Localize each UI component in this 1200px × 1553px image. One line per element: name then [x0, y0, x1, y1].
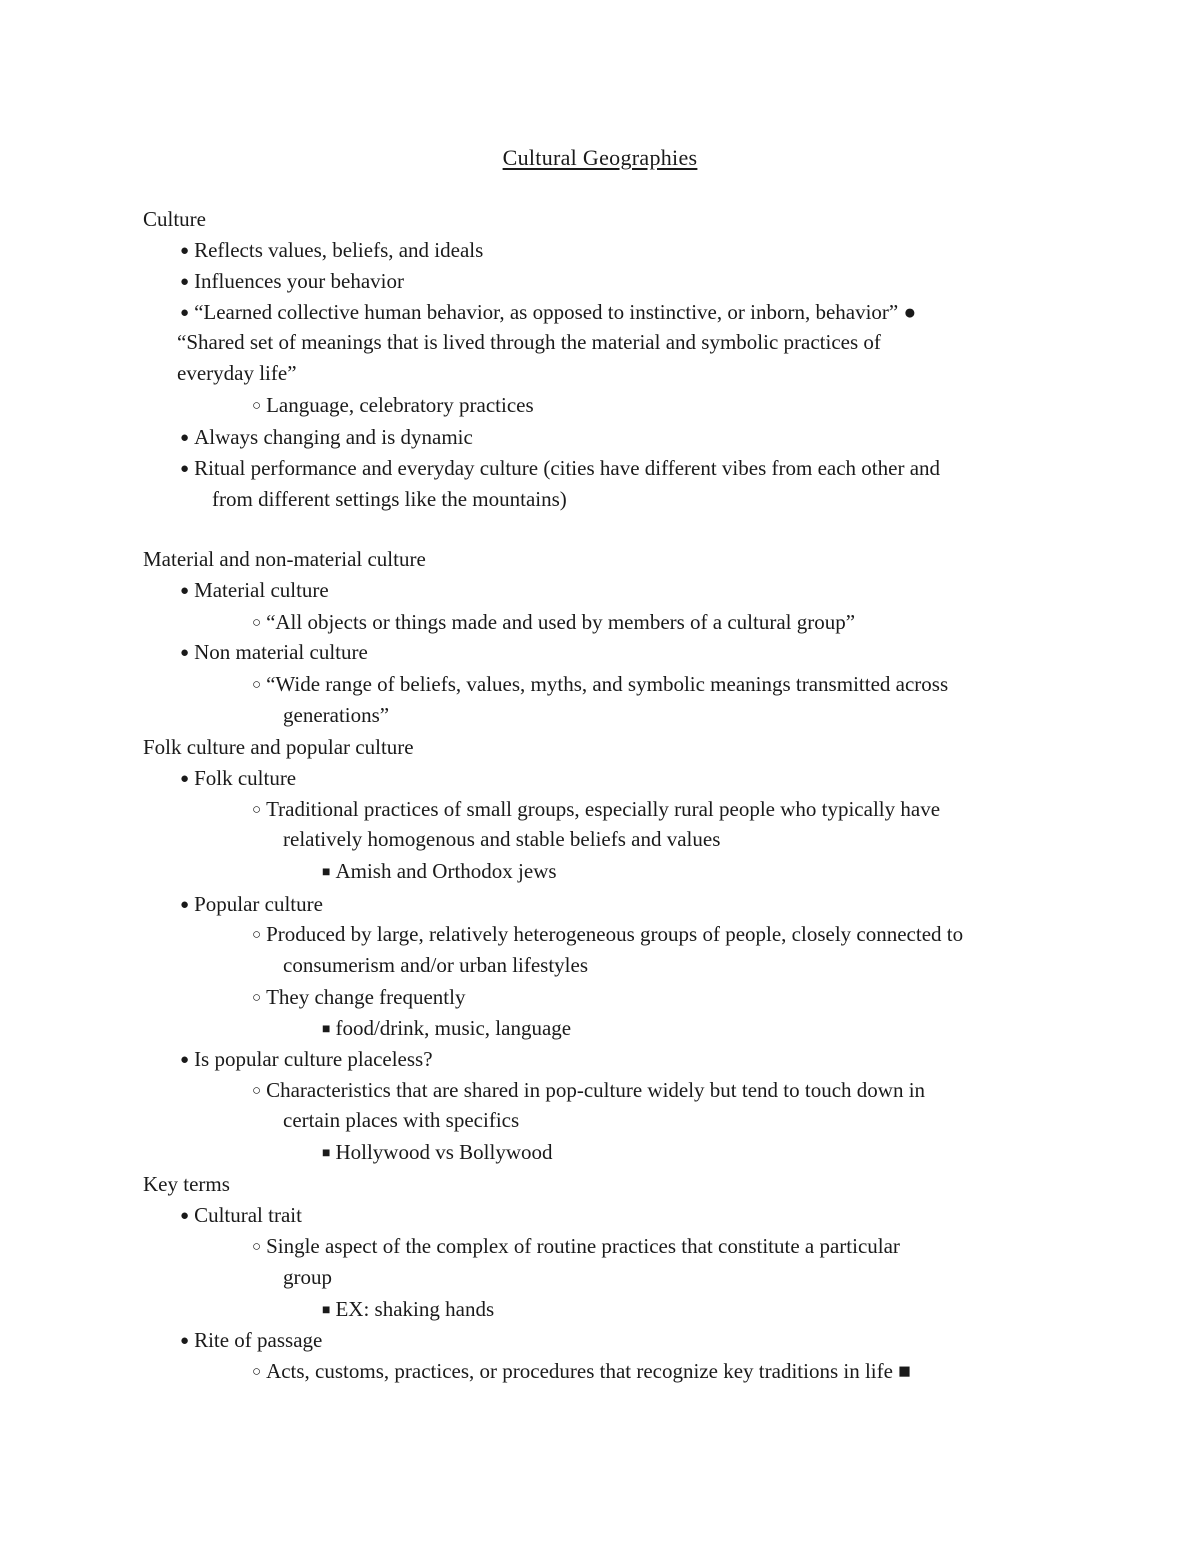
section-heading-key-terms: Key terms	[143, 1172, 230, 1196]
circle-marker: ○	[252, 802, 262, 818]
circle-marker: ○	[252, 615, 262, 631]
text-line: consumerism and/or urban lifestyles	[283, 953, 589, 977]
bullet-item: ● Folk culture	[180, 766, 297, 790]
sub-bullet-item: ○ Acts, customs, practices, or procedures that recognize key traditions in life ■	[252, 1359, 911, 1383]
circle-marker: ○	[252, 398, 262, 414]
sub-bullet-item: ○ Single aspect of the complex of routine practices that constitute a particular	[252, 1234, 900, 1258]
square-marker: ■	[322, 1303, 331, 1318]
bullet-marker: ●	[180, 305, 190, 321]
bullet-marker: ●	[180, 645, 190, 661]
sub-bullet-item: ○ Language, celebratory practices	[252, 393, 534, 417]
square-marker: ■	[322, 1022, 331, 1037]
bullet-item: ● Cultural trait	[180, 1203, 302, 1227]
bullet-item: ● Ritual performance and everyday culture (cities have different vibes from each other and	[180, 456, 941, 480]
sub-sub-bullet-item: ■ food/drink, music, language	[322, 1016, 572, 1040]
bullet-marker: ●	[180, 771, 190, 787]
bullet-marker: ●	[180, 1333, 190, 1349]
sub-sub-bullet-item: ■ Hollywood vs Bollywood	[322, 1140, 553, 1164]
bullet-item: ● Popular culture	[180, 892, 323, 916]
bullet-item: ● Rite of passage	[180, 1328, 323, 1352]
bullet-item: ● Is popular culture placeless?	[180, 1047, 433, 1071]
section-heading-culture: Culture	[143, 207, 206, 231]
text-line: group	[283, 1265, 332, 1289]
circle-marker: ○	[252, 990, 262, 1006]
bullet-item: ● Always changing and is dynamic	[180, 425, 473, 449]
bullet-item: ● Reflects values, beliefs, and ideals	[180, 238, 484, 262]
sub-bullet-item: ○ “All objects or things made and used by members of a cultural group”	[252, 610, 856, 634]
text-line: certain places with specifics	[283, 1108, 520, 1132]
circle-marker: ○	[252, 1239, 262, 1255]
text-line: “Shared set of meanings that is lived through the material and symbolic practices of	[177, 330, 881, 354]
bullet-item: ● Material culture	[180, 578, 329, 602]
square-marker: ■	[322, 865, 331, 880]
section-heading-material: Material and non-material culture	[143, 547, 426, 571]
circle-marker: ○	[252, 1083, 262, 1099]
text-line: from different settings like the mountains)	[212, 487, 567, 511]
sub-bullet-item: ○ Characteristics that are shared in pop-culture widely but tend to touch down in	[252, 1078, 926, 1102]
sub-sub-bullet-item: ■ Amish and Orthodox jews	[322, 859, 557, 883]
square-marker: ■	[322, 1146, 331, 1161]
circle-marker: ○	[252, 1364, 262, 1380]
bullet-marker: ●	[180, 1052, 190, 1068]
section-heading-folk-popular: Folk culture and popular culture	[143, 735, 414, 759]
sub-bullet-item: ○ “Wide range of beliefs, values, myths, and symbolic meanings transmitted across	[252, 672, 949, 696]
sub-bullet-item: ○ Produced by large, relatively heterogeneous groups of people, closely connected to	[252, 922, 964, 946]
page-title: Cultural Geographies	[502, 145, 698, 170]
text-line: relatively homogenous and stable beliefs and values	[283, 827, 721, 851]
bullet-marker: ●	[180, 897, 190, 913]
bullet-marker: ●	[180, 461, 190, 477]
circle-marker: ○	[252, 927, 262, 943]
text-line: everyday life”	[177, 361, 297, 385]
circle-marker: ○	[252, 677, 262, 693]
bullet-marker: ●	[180, 274, 190, 290]
sub-bullet-item: ○ Traditional practices of small groups, especially rural people who typically have	[252, 797, 941, 821]
sub-bullet-item: ○ They change frequently	[252, 985, 466, 1009]
bullet-marker: ●	[180, 243, 190, 259]
bullet-item: ● “Learned collective human behavior, as opposed to instinctive, or inborn, behavior” ●	[180, 300, 917, 324]
text-line: generations”	[283, 703, 390, 727]
bullet-marker: ●	[180, 430, 190, 446]
sub-sub-bullet-item: ■ EX: shaking hands	[322, 1297, 495, 1321]
bullet-item: ● Non material culture	[180, 640, 368, 664]
bullet-item: ● Influences your behavior	[180, 269, 404, 293]
bullet-marker: ●	[180, 1208, 190, 1224]
bullet-marker: ●	[180, 583, 190, 599]
